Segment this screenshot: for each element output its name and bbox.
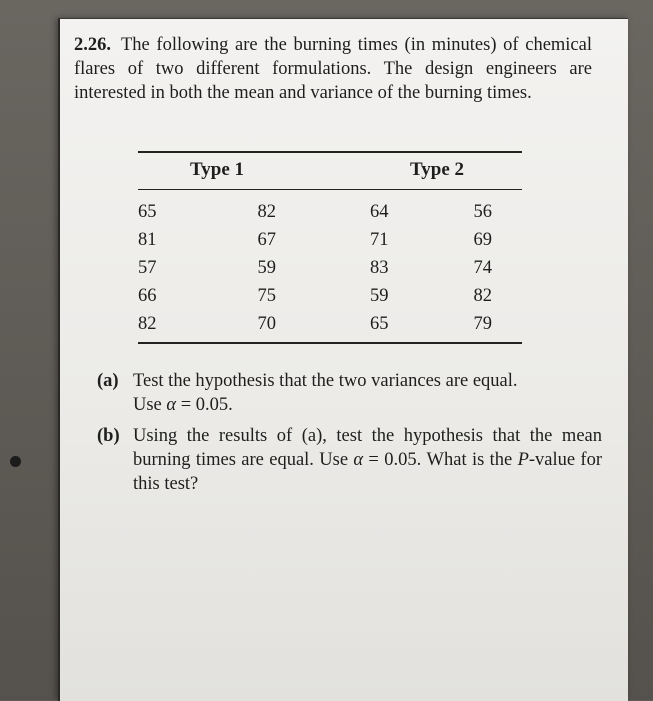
part-b-text-c: -value for this test? — [133, 450, 603, 494]
table-cell: 64 — [370, 202, 389, 222]
table-cell: 71 — [370, 230, 389, 250]
part-a-label: (a) — [97, 371, 119, 391]
table-cell: 75 — [257, 286, 276, 306]
part-b-label: (b) — [97, 426, 120, 446]
table-header — [138, 153, 522, 185]
header-type-2: Type 2 — [410, 159, 465, 180]
table-cell: 59 — [257, 258, 276, 278]
data-table — [138, 151, 522, 344]
part-a-line1: Test the hypothesis that the two variances are equal. — [133, 371, 518, 391]
header-type-1: Type 1 — [190, 159, 245, 180]
document-page — [58, 18, 628, 701]
problem-text: The following are the burning times (in minutes) of chemical flares of two different formulations. The design engineers are interested in both the mean and variance of the burning times. — [74, 35, 592, 103]
part-a-prefix: Use — [133, 395, 167, 415]
table-cell: 65 — [370, 314, 389, 334]
problem-number: 2.26. — [74, 35, 111, 55]
alpha-symbol: α — [353, 450, 364, 470]
p-symbol: P — [517, 450, 529, 470]
problem-statement — [74, 33, 592, 105]
table-cell: 74 — [473, 258, 492, 278]
question-parts — [97, 369, 602, 503]
table-cell: 82 — [473, 286, 492, 306]
table-cell: 79 — [473, 314, 492, 334]
table-cell: 69 — [473, 230, 492, 250]
table-cell: 82 — [257, 202, 276, 222]
alpha-symbol: α — [166, 395, 177, 415]
bullet-dot-icon — [10, 456, 21, 467]
table-bottom-rule — [138, 342, 522, 344]
table-cell: 67 — [257, 230, 276, 250]
table-cell: 83 — [370, 258, 389, 278]
part-b-text-b: = 0.05. What is the — [363, 450, 518, 470]
table-cell: 65 — [138, 202, 157, 222]
table-cell: 66 — [138, 286, 157, 306]
table-cell: 59 — [370, 286, 389, 306]
table-cell: 81 — [138, 230, 157, 250]
table-cell: 57 — [138, 258, 157, 278]
part-a-suffix: = 0.05. — [176, 395, 233, 415]
part-b — [97, 424, 602, 496]
part-a — [97, 369, 602, 417]
table-cell: 82 — [138, 314, 157, 334]
part-b-text-a: Using the results of (a), test the hypothesis that the mean burning times are equal. Use — [133, 426, 602, 470]
table-cell: 70 — [257, 314, 276, 334]
table-cell: 56 — [473, 202, 492, 222]
table-body — [138, 190, 522, 336]
